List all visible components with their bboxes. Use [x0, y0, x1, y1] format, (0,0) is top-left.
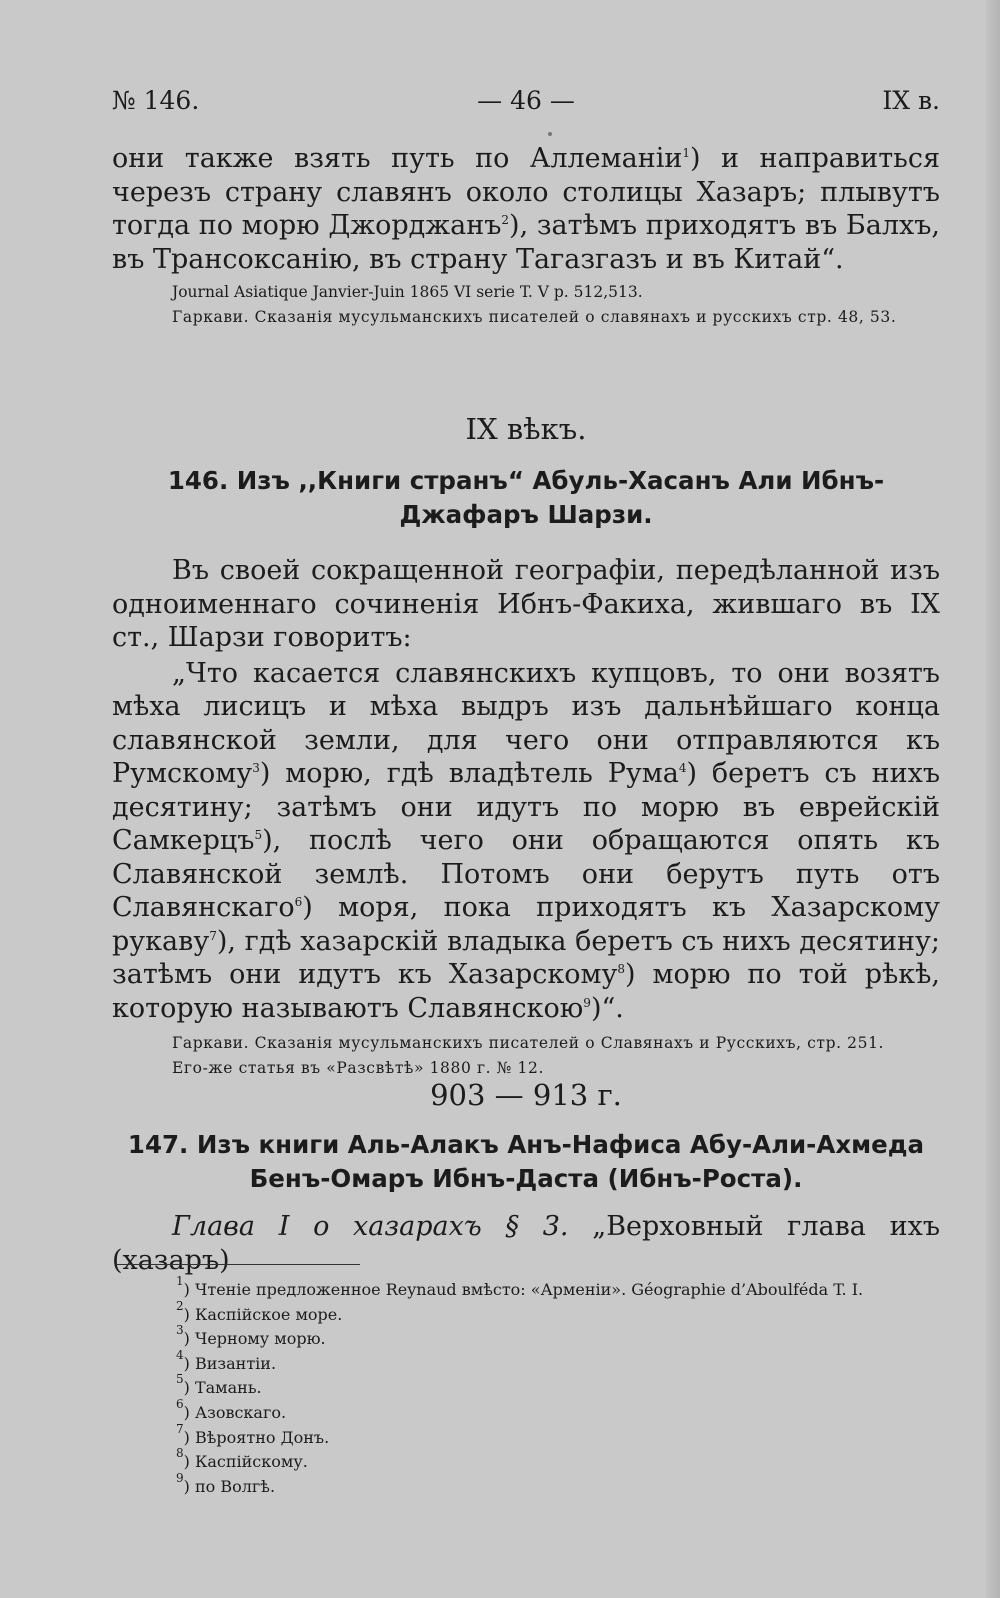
- text-run: ) моря, пока приходятъ къ Хазарскому рукаву: [112, 892, 940, 957]
- footnote-divider: [116, 1264, 360, 1265]
- footnote-number: 4: [176, 1347, 184, 1362]
- text-run: ) и направиться черезъ страну славянъ около столицы Хазаръ; плывутъ тогда по морю Джорджанъ: [112, 143, 940, 241]
- footnote: [176, 1446, 936, 1475]
- text-run: ), затѣмъ приходятъ въ Балхъ, въ Трансоксанію, въ страну Тагазгазъ и въ Китай“.: [112, 210, 941, 275]
- footnote-ref[interactable]: 4: [678, 761, 687, 775]
- footnote: [176, 1396, 936, 1426]
- footnote: [176, 1323, 936, 1352]
- footnote-ref[interactable]: 2: [501, 213, 510, 227]
- footnote-list: [176, 1274, 936, 1499]
- footnote-ref[interactable]: 9: [583, 995, 591, 1010]
- page-header: [112, 86, 940, 122]
- footnote-ref[interactable]: 7: [209, 928, 217, 943]
- text-run: ) морю, гдѣ владѣтель Рума: [259, 758, 679, 789]
- section-title: 903 — 913 г.: [430, 1078, 622, 1112]
- text-run: „Верховный глава ихъ (хазаръ): [112, 1211, 940, 1276]
- section-ix: [112, 412, 940, 1081]
- footnote-number: 3: [176, 1323, 184, 1338]
- footnote-text: ) Чтеніе предложенное Reynaud вмѣсто: «Арменіи». Géographie d’Aboulféda T. I.: [183, 1280, 864, 1299]
- footnote-ref[interactable]: 3: [252, 761, 260, 775]
- print-speck: [548, 132, 552, 136]
- century-label: IX в.: [882, 86, 940, 115]
- footnote-number: 9: [176, 1470, 184, 1485]
- footnote-number: 2: [176, 1298, 184, 1313]
- footnote: [176, 1347, 936, 1377]
- chapter-title: Глава I о хазарахъ § 3.: [172, 1211, 569, 1242]
- entry-heading: 147. Изъ книги Аль-Алакъ Анъ-Нафиса Абу-Али-Ахмеда Бенъ-Омаръ Ибнъ-Даста (Ибнъ-Роста).: [127, 1130, 925, 1193]
- page-number: — 46 —: [477, 86, 575, 115]
- source-citation: Гаркави. Сказанія мусульманскихъ писателей о славянахъ и русскихъ стр. 48, 53.: [172, 308, 897, 326]
- footnote-number: 7: [176, 1421, 184, 1436]
- footnote-number: 1: [176, 1274, 184, 1288]
- intro-paragraph: Въ своей сокращенной географіи, передѣланной изъ одноименнаго сочиненія Ибнъ-Факиха, жившаго въ IX ст., Шарзи говоритъ:: [112, 555, 940, 653]
- footnote-text: ) по Волгѣ.: [183, 1476, 276, 1496]
- footnote-text: ) Тамань.: [183, 1378, 262, 1398]
- footnote-ref[interactable]: 8: [617, 962, 626, 976]
- footnote: [176, 1470, 936, 1500]
- footnote-ref[interactable]: 1: [682, 146, 690, 160]
- footnote-text: ) Византіи.: [183, 1353, 277, 1373]
- entry-heading: 146. Изъ ,,Книги странъ“ Абуль-Хасанъ Али Ибнъ-Джафаръ Шарзи.: [167, 466, 885, 529]
- text-run: ) морю по той рѣкѣ, которую называютъ Славянскою: [112, 959, 940, 1024]
- text-run: они также взять путь по Аллеманіи: [112, 143, 683, 174]
- footnote-text: ) Черному морю.: [183, 1329, 326, 1349]
- footnote-number: 8: [176, 1446, 184, 1461]
- page-edge: [986, 0, 1000, 1598]
- source-citation: Гаркави. Сказанія мусульманскихъ писателей о Славянахъ и Русскихъ, стр. 251.: [172, 1034, 885, 1052]
- footnote: [176, 1274, 936, 1303]
- text-run: ), гдѣ хазарскій владыка беретъ съ нихъ десятину; затѣмъ они идутъ къ Хазарскому: [112, 925, 940, 990]
- top-paragraph-block: [112, 142, 940, 330]
- footnote-ref[interactable]: 5: [254, 828, 263, 842]
- footnote: [176, 1421, 936, 1451]
- text-run: „Что касается славянскихъ купцовъ, то они возятъ мѣха лисицъ и мѣха выдръ изъ дальнѣйшаго конца славянской земли, для чего они отправляются къ Румскому: [112, 657, 940, 789]
- footnote-text: ) Каспійское море.: [183, 1304, 343, 1324]
- footnote-text: ) Азовскаго.: [183, 1402, 287, 1422]
- source-citation: Его-же статья въ «Разсвѣтѣ» 1880 г. № 12.: [172, 1059, 544, 1077]
- text-run: ), послѣ чего они обращаются опять къ Славянской землѣ. Потомъ они берутъ путь отъ Славянскаго: [112, 825, 940, 923]
- footnote-text: ) Каспійскому.: [183, 1452, 308, 1472]
- footnote: [176, 1298, 936, 1328]
- entry-number: № 146.: [112, 86, 200, 115]
- section-title: IX вѣкъ.: [465, 412, 587, 446]
- top-paragraph: [112, 142, 940, 276]
- footnote-text: ) Вѣроятно Донъ.: [183, 1427, 330, 1447]
- text-run: )“.: [590, 992, 624, 1024]
- source-citation: Journal Asiatique Janvier-Juin 1865 VI serie T. V p. 512,513.: [172, 283, 643, 301]
- chapter-line: [112, 1210, 940, 1277]
- footnote: [176, 1372, 936, 1401]
- footnote-number: 5: [176, 1372, 184, 1387]
- section-903: [112, 1078, 940, 1277]
- footnote-number: 6: [176, 1396, 184, 1411]
- quote-paragraph: [112, 657, 940, 1026]
- text-run: ) беретъ съ нихъ десятину; затѣмъ они идутъ по морю въ еврейскій Самкерцъ: [112, 758, 941, 856]
- footnote-ref[interactable]: 6: [294, 895, 303, 909]
